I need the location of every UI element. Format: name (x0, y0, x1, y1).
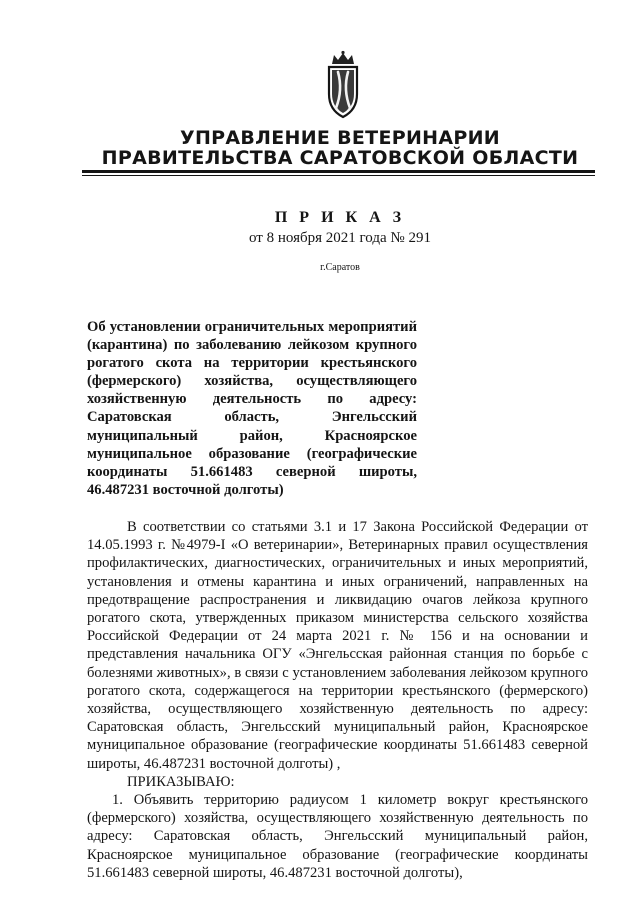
saratov-coat-of-arms-icon (323, 50, 363, 120)
document-type: П Р И К А З (274, 209, 406, 226)
organization-name-line-2: ПРАВИТЕЛЬСТВА САРАТОВСКОЙ ОБЛАСТИ (101, 147, 579, 169)
document-body (87, 518, 588, 882)
preamble-paragraph: В соответствии со статьями 3.1 и 17 Закона Российской Федерации от 14.05.1993 г. №4979-I «О ветеринарии», Ветеринарных правил осуществления профилактических, диагностических, ограничительных и иных мероприятий, установления и отмены карантина и иных ограничений, направленных на предотвращение распространения и ликвидацию очагов лейкоза крупного рогатого скота, утвержденных приказом министерства сельского хозяйства Российской Федерации от 24 марта 2021 г. № 156 и на основании и представления начальника ОГУ «Энгельсская районная станция по борьбе с болезнями животных», в связи с установлением заболевания лейкозом крупного рогатого скота, содержащегося на территории крестьянского (фермерского) хозяйства, осуществляющего хозяйственную деятельность по адресу: Саратовская область, Энгельсский муниципальный район, Красноярское муниципальное образование (географические координаты 51.661483 северной широты, 46.487231 восточной долготы) , (87, 519, 588, 772)
order-word: ПРИКАЗЫВАЮ: (127, 773, 235, 790)
header-divider-thick (82, 170, 595, 173)
document-subject: Об установлении ограничительных мероприятий (карантина) по заболеванию лейкозом крупного рогатого скота на территории крестьянского (фермерского) хозяйства, осуществляющего хозяйственную деятельность по адресу: Саратовская область, Энгельсский муниципальный район, Красноярское муниципальное образование (географические координаты 51.661483 северной широты, 46.487231 восточной долготы) (87, 319, 417, 498)
document-city: г.Саратов (320, 262, 360, 273)
header-divider-thin (82, 175, 595, 176)
document-date-number: от 8 ноября 2021 года № 291 (249, 230, 431, 246)
order-item-1: 1. Объявить территорию радиусом 1 километр вокруг крестьянского (фермерского) хозяйства, осуществляющего хозяйственную деятельность по адресу: Саратовская область, Энгельсский муниципальный район, Красноярское муниципальное образование (географические координаты 51.661483 северной широты, 46.487231 восточной долготы), (87, 792, 588, 881)
organization-name-line-1: УПРАВЛЕНИЕ ВЕТЕРИНАРИИ (180, 127, 500, 149)
